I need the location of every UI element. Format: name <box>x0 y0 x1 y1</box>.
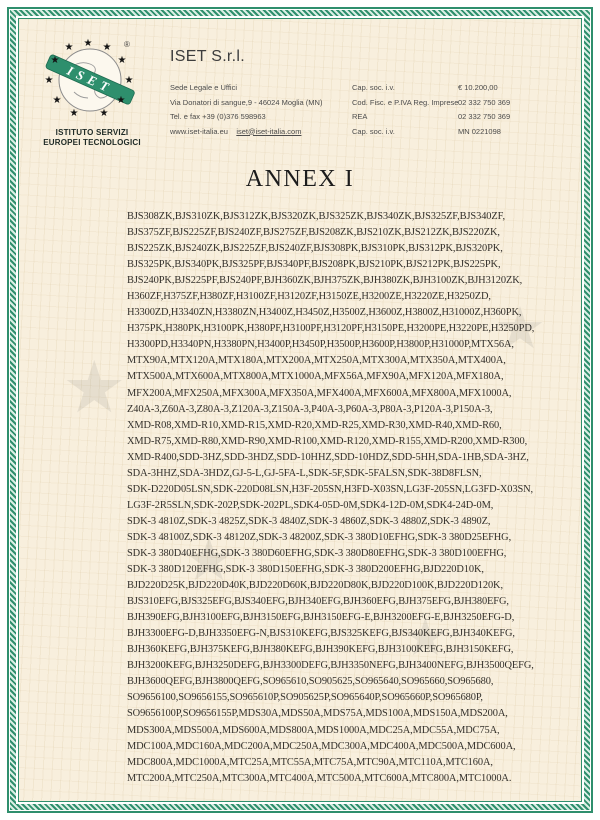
info-key: Cap. soc. i.v. <box>352 127 395 136</box>
institute-name-line1: ISTITUTO SERVIZI <box>55 128 129 137</box>
info-key: Cod. Fisc. e P.IVA Reg. Imprese <box>352 98 458 107</box>
svg-text:★: ★ <box>83 38 93 49</box>
star-watermark-icon: ★ <box>62 348 127 428</box>
model-codes-line: BJS375ZF,BJS225ZF,BJS240ZF,BJS275ZF,BJS208ZK,BJS210ZK,BJS212ZK,BJS220ZK, <box>127 227 500 239</box>
model-codes-line: BJH360KEFG,BJH375KEFG,BJH380KEFG,BJH390KEFG,BJH3100KEFG,BJH3150KEFG, <box>127 644 514 656</box>
model-codes-line: MDC100A,MDC160A,MDC200A,MDC250A,MDC300A,MDC400A,MDC500A,MDC600A, <box>127 740 516 752</box>
registered-mark: ® <box>124 40 130 49</box>
model-codes-line: XMD-R400,SDD-3HZ,SDD-3HDZ,SDD-10HHZ,SDD-10HDZ,SDD-5HH,SDA-1HB,SDA-3HZ, <box>127 451 529 463</box>
model-codes-line: BJS240PK,BJS225PF,BJS240PF,BJH360ZK,BJH375ZK,BJH380ZK,BJH3100ZK,BJH3120ZK, <box>127 275 523 287</box>
email-link[interactable]: iset@iset-italia.com <box>236 127 302 136</box>
info-key: Cap. soc. i.v. <box>352 84 395 92</box>
website-text: www.iset-italia.eu <box>170 127 228 136</box>
iset-logo <box>40 34 140 130</box>
info-web-row <box>170 128 352 137</box>
model-codes-line: MFX200A,MFX250A,MFX300A,MFX350A,MFX400A,MFX600A,MFX800A,MFX1000A, <box>127 387 512 399</box>
model-codes-line: LG3F-2R5SLN,SDK-202P,SDK-202PL,SDK4-05D-0M,SDK4-12D-0M,SDK4-24D-0M, <box>127 499 494 511</box>
star-watermark-icon: ★ <box>494 296 546 361</box>
model-codes-line: H375PK,H380PK,H3100PK,H380PF,H3100PF,H3120PF,H3150PE,H3200PE,H3220PE,H3250PD, <box>127 323 535 335</box>
svg-text:★: ★ <box>44 75 54 86</box>
svg-text:★: ★ <box>124 75 134 86</box>
model-codes-line: SDK-3 380D120EFHG,SDK-3 380D150EFHG,SDK-3 380D200EFHG,BJD220D10K, <box>127 564 484 576</box>
model-codes-line: SO9656100P,SO9656155P,MDS30A,MDS50A,MDS75A,MDS100A,MDS150A,MDS200A, <box>127 708 508 720</box>
model-codes-line: H360ZF,H375ZF,H380ZF,H3100ZF,H3120ZF,H3150ZE,H3200ZE,H3220ZE,H3250ZD, <box>127 291 491 303</box>
model-codes-line: XMD-R75,XMD-R80,XMD-R90,XMD-R100,XMD-R120,XMD-R155,XMD-R200,XMD-R300, <box>127 435 528 447</box>
info-label: Tel. e fax +39 (0)376 598963 <box>170 113 266 121</box>
model-codes-line: BJH3200KEFG,BJH3250DEFG,BJH3300DEFG,BJH3350NEFG,BJH3400NEFG,BJH3500QEFG, <box>127 660 534 672</box>
company-info-table <box>170 84 565 136</box>
svg-text:★: ★ <box>116 95 126 106</box>
model-codes-line: BJH3600QEFG,BJH3800QEFG,SO965610,SO905625,SO965640,SO965660,SO965680, <box>127 676 494 688</box>
info-value: 02 332 750 369 <box>458 98 511 107</box>
info-value: MN 0221098 <box>458 127 501 136</box>
svg-text:★: ★ <box>99 108 109 119</box>
model-codes-line: MTC200A,MTC250A,MTC300A,MTC400A,MTC500A,MTC600A,MTC800A,MTC1000A. <box>127 772 512 784</box>
model-codes-list <box>127 209 535 787</box>
model-codes-line: BJH3300EFG-D,BJH3350EFG-N,BJS310KEFG,BJS325KEFG,BJS340KEFG,BJH340KEFG, <box>127 628 515 640</box>
info-label: Via Donatori di sangue,9 - 46024 Moglia (MN) <box>170 98 323 107</box>
svg-text:★: ★ <box>69 108 79 119</box>
model-codes-line: BJS310EFG,BJS325EFG,BJS340EFG,BJH340EFG,BJH360EFG,BJH375EFG,BJH380EFG, <box>127 596 509 608</box>
model-codes-line: MDC800A,MDC1000A,MTC25A,MTC55A,MTC75A,MTC90A,MTC110A,MTC160A, <box>127 756 493 768</box>
model-codes-line: Z40A-3,Z60A-3,Z80A-3,Z120A-3,Z150A-3,P40A-3,P60A-3,P80A-3,P120A-3,P150A-3, <box>127 403 493 415</box>
model-codes-line: MTX90A,MTX120A,MTX180A,MTX200A,MTX250A,MTX300A,MTX350A,MTX400A, <box>127 355 506 367</box>
model-codes-line: MDS300A,MDS500A,MDS600A,MDS800A,MDS1000A,MDC25A,MDC55A,MDC75A, <box>127 724 500 736</box>
model-codes-line: H3300ZD,H3340ZN,H3380ZN,H3400Z,H3450Z,H3500Z,H3600Z,H3800Z,H31000Z,H360PK, <box>127 307 522 319</box>
model-codes-line: BJD220D25K,BJD220D40K,BJD220D60K,BJD220D80K,BJD220D100K,BJD220D120K, <box>127 580 503 592</box>
star-watermark-icon: ★ <box>402 609 449 667</box>
model-codes-line: SDK-D220D05LSN,SDK-220D08LSN,H3F-205SN,H3FD-X03SN,LG3F-205SN,LG3FD-X03SN, <box>127 483 534 495</box>
institute-name-line2: EUROPEI TECNOLOGICI <box>43 138 141 147</box>
annex-title: ANNEX I <box>245 166 355 192</box>
model-codes-line: SDK-3 48100Z,SDK-3 48120Z,SDK-3 48200Z,SDK-3 380D10EFHG,SDK-3 380D25EFHG, <box>127 531 512 543</box>
svg-text:★: ★ <box>117 55 127 66</box>
model-codes-line: BJH390EFG,BJH3100EFG,BJH3150EFG,BJH3150EFG-E,BJH3200EFG-E,BJH3250EFG-D, <box>127 612 515 624</box>
company-name: ISET S.r.l. <box>170 48 246 65</box>
globe-ribbon-logo-icon <box>40 34 140 130</box>
svg-text:★: ★ <box>64 42 74 53</box>
svg-text:★: ★ <box>50 55 60 66</box>
info-key: REA <box>352 113 368 121</box>
svg-text:ISET: ISET <box>64 62 116 97</box>
model-codes-line: BJS325PK,BJS340PK,BJS325PF,BJS340PF,BJS208PK,BJS210PK,BJS212PK,BJS225PK, <box>127 259 501 271</box>
model-codes-line: XMD-R08,XMD-R10,XMD-R15,XMD-R20,XMD-R25,XMD-R30,XMD-R40,XMD-R60, <box>127 419 502 431</box>
svg-text:★: ★ <box>52 95 62 106</box>
model-codes-line: SDK-3 4810Z,SDK-3 4825Z,SDK-3 4840Z,SDK-3 4860Z,SDK-3 4880Z,SDK-3 4890Z, <box>127 515 491 527</box>
star-watermark-icon: ★ <box>182 526 236 593</box>
info-value: 02 332 750 369 <box>458 113 511 121</box>
info-label: Sede Legale e Uffici <box>170 84 237 92</box>
model-codes-line: MTX500A,MTX600A,MTX800A,MTX1000A,MFX56A,MFX90A,MFX120A,MFX180A, <box>127 371 504 383</box>
model-codes-line: H3300PD,H3340PN,H3380PN,H3400P,H3450P,H3500P,H3600P,H3800P,H31000P,MTX56A, <box>127 339 514 351</box>
model-codes-line: BJS308ZK,BJS310ZK,BJS312ZK,BJS320ZK,BJS325ZK,BJS340ZK,BJS325ZF,BJS340ZF, <box>127 211 505 222</box>
info-value: € 10.200,00 <box>458 84 498 92</box>
model-codes-line: SDK-3 380D40EFHG,SDK-3 380D60EFHG,SDK-3 380D80EFHG,SDK-3 380D100EFHG, <box>127 547 507 559</box>
svg-text:★: ★ <box>102 42 112 53</box>
model-codes-line: SO9656100,SO9656155,SO965610P,SO905625P,SO965640P,SO965660P,SO965680P, <box>127 692 483 704</box>
model-codes-line: BJS225ZK,BJS240ZK,BJS225ZF,BJS240ZF,BJS308PK,BJS310PK,BJS312PK,BJS320PK, <box>127 243 503 255</box>
institute-name <box>24 128 160 148</box>
model-codes-line: SDA-3HHZ,SDA-3HDZ,GJ-5-L,GJ-5FA-L,SDK-5F,SDK-5FALSN,SDK-38D8FLSN, <box>127 467 482 479</box>
